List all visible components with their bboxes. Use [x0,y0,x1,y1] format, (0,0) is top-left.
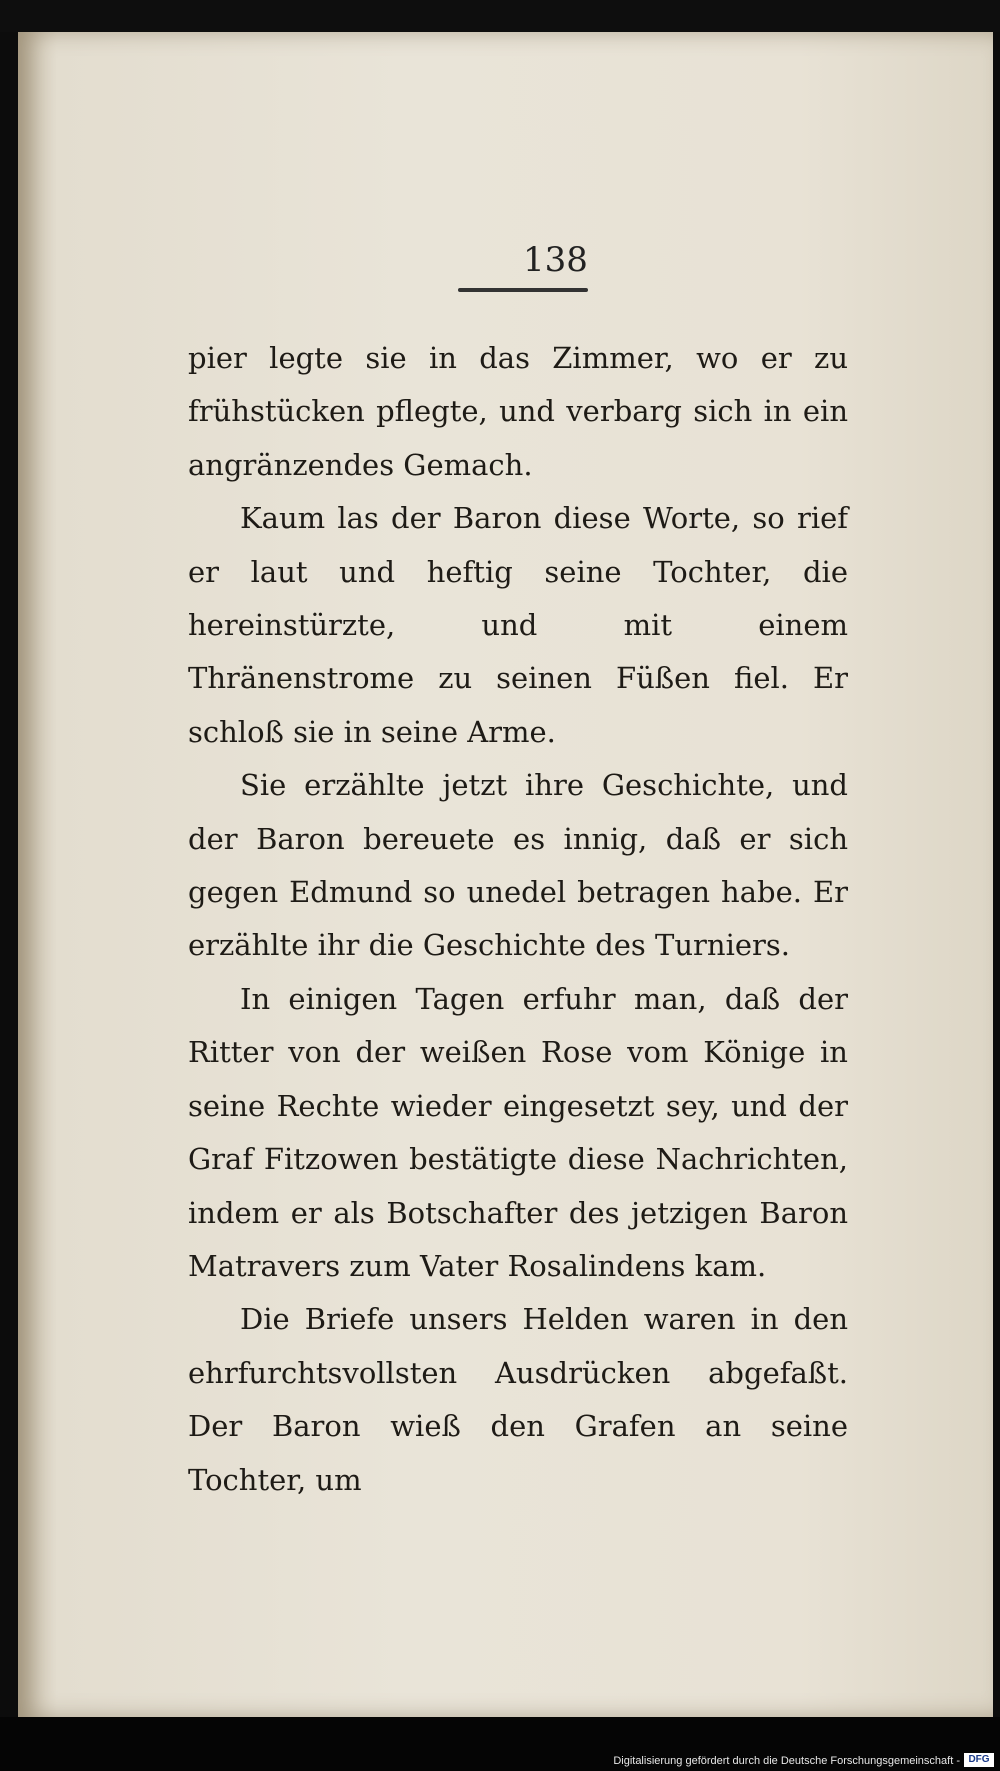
paragraph-2: Kaum las der Baron diese Worte, so rief er laut und heftig seine Tochter, die hereinstürzte, und mit einem Thränenstrome zu seinen Füßen fiel. Er schloß sie in seine Arme. [188,501,848,749]
page-number: 138 [523,240,588,280]
scan-footer [0,1717,1000,1771]
paragraph-4: In einigen Tagen erfuhr man, daß der Ritter von der weißen Rose vom Könige in seine Rechte wieder eingesetzt sey, und der Graf Fitzowen bestätigte diese Nachrichten, indem er als Botschafter des jetzigen Baron Matravers zum Vater Rosalindens kam. [188,981,848,1283]
paragraph-1: pier legte sie in das Zimmer, wo er zu frühstücken pflegte, und verbarg sich in ein angränzendes Gemach. [188,341,848,482]
page-text [188,332,848,1507]
paragraph-3: Sie erzählte jetzt ihre Geschichte, und der Baron bereuete es innig, daß er sich gegen Edmund so unedel betragen habe. Er erzählte ihr die Geschichte des Turniers. [188,768,848,963]
book-page [18,32,993,1717]
dfg-logo-icon: DFG [964,1753,994,1767]
paragraph-5: Die Briefe unsers Helden waren in den ehrfurchtsvollsten Ausdrücken abgefaßt. Der Baron wieß den Grafen an seine Tochter, um [188,1302,848,1497]
digitization-credit: Digitalisierung gefördert durch die Deutsche Forschungsgemeinschaft - [613,1755,960,1767]
page-number-rule [458,288,588,292]
scan-top-border [0,0,1000,32]
